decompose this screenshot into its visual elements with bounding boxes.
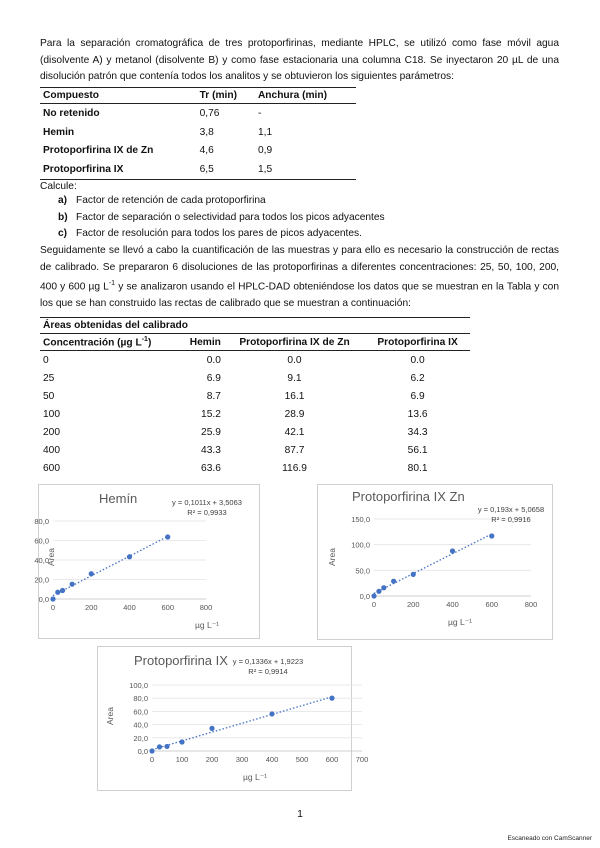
calibration-paragraph [40, 243, 559, 312]
data-point [489, 533, 494, 538]
cell-area: 15.2 [201, 408, 221, 420]
x-tick-label: 400 [265, 755, 279, 764]
data-point [329, 696, 334, 701]
y-tick-label: 100,0 [351, 540, 370, 550]
data-point [165, 534, 170, 539]
y-tick-label: 80,0 [133, 694, 148, 704]
x-tick-label: 200 [205, 755, 219, 764]
data-point [411, 572, 416, 577]
trendline-equation: y = 0,193x + 5,0658 [477, 505, 545, 514]
cell-tr: 0,76 [199, 107, 220, 119]
list-item [58, 210, 385, 227]
cell-area: 87.7 [284, 444, 305, 456]
y-axis-label: Area [105, 707, 115, 725]
cell-concentration: 25 [43, 372, 55, 384]
y-tick-label: 40,0 [34, 556, 49, 565]
cell-area: 80.1 [407, 462, 428, 474]
col-ppix-zn: Protoporfirina IX de Zn [224, 334, 365, 351]
question-text: Factor de separación o selectividad para todos los picos adyacentes [76, 211, 385, 223]
data-point [70, 582, 75, 587]
cell-width: 1,1 [257, 126, 273, 138]
para2-part2: y se analizaron usando el HPLC-DAD obteniéndose los datos que se muestran en la Tabla y con los que se han construido las rectas de calibrado que se muestran a continuación: [40, 281, 559, 309]
data-point [60, 588, 65, 593]
cell-compound: No retenido [43, 107, 100, 119]
data-point [164, 744, 169, 749]
question-letter: c) [58, 228, 68, 239]
trendline-equation: y = 0,1011x + 3,5063 [172, 498, 242, 507]
y-axis-label: Area [46, 548, 56, 566]
cell-concentration: 100 [43, 408, 60, 420]
table-row [40, 441, 470, 459]
data-point [55, 590, 60, 595]
retention-table [40, 87, 356, 180]
r-squared: R² = 0,9914 [248, 667, 288, 676]
data-point [89, 571, 94, 576]
y-tick-label: 0,0 [137, 747, 148, 756]
cell-area: 43.3 [201, 444, 221, 456]
y-tick-label: 80,0 [34, 517, 49, 526]
x-tick-label: 600 [325, 755, 339, 764]
cell-area: 6.9 [410, 390, 425, 402]
y-tick-label: 40,0 [133, 720, 148, 730]
x-tick-label: 0 [149, 755, 155, 764]
col-hemin: Hemin [179, 334, 224, 351]
table-row [40, 423, 470, 441]
col-compuesto: Compuesto [40, 88, 197, 104]
question-text: Factor de resolución para todos los pares de picos adyacentes. [76, 228, 362, 239]
trendline [53, 536, 168, 595]
y-tick-label: 150,0 [351, 515, 370, 524]
question-list [58, 193, 385, 243]
cell-tr: 4,6 [199, 145, 214, 157]
data-point [450, 548, 455, 553]
ppix-zn-chart-svg [318, 485, 552, 639]
hemin-chart [34, 484, 260, 639]
x-axis-label: µg L⁻¹ [447, 617, 473, 627]
ppix-chart-svg [98, 647, 369, 790]
question-text: Factor de retención de cada protoporfirina [76, 195, 266, 206]
para2-part1: Seguidamente se llevó a cabo la cuantificación de las muestras y para ello es necesario la construcción de rectas de calibrado. Se prepararon 6 disoluciones de las protoporfirinas a diferentes concentraciones: 25, 50, 100, 200, 400 y 600 µg L [40, 245, 559, 293]
cell-area: 0.0 [206, 354, 221, 366]
x-tick-label: 700 [355, 755, 369, 764]
page-number: 1 [297, 808, 303, 820]
x-tick-label: 500 [295, 755, 309, 764]
chart-title: Protoporfirina IX [134, 653, 228, 668]
col-concentracion: Concentración (µg $L^{-1}$) [40, 334, 179, 351]
trendline [152, 697, 332, 750]
hemin-chart-svg [34, 485, 259, 638]
y-tick-label: 20,0 [133, 733, 148, 743]
cell-concentration: 400 [43, 444, 60, 456]
y-tick-label: 50,0 [355, 566, 370, 576]
calibration-table [40, 317, 470, 477]
data-point [371, 593, 376, 598]
data-point [209, 726, 214, 731]
cell-area: 6.9 [206, 372, 221, 384]
cell-compound: Protoporfirina IX de Zn [43, 145, 154, 157]
intro-paragraph: Para la separación cromatográfica de tres protoporfirinas, mediante HPLC, se utilizó como fase móvil agua (disolvente A) y metanol (disolvente B) y como fase estacionaria una columna C18. Se inyectaron 20 µL de una disolución patrón que contenía todos los analitos y se obtuvieron los siguientes parámetros: [40, 38, 559, 82]
table-row [40, 459, 470, 477]
cell-area: 28.9 [284, 408, 305, 420]
ppix-zn-chart [317, 484, 553, 640]
trendline-equation: y = 0,1336x + 1,9223 [232, 657, 304, 666]
cell-width: 0,9 [257, 145, 273, 157]
ppix-chart [97, 646, 369, 791]
chart-title: Hemín [99, 491, 138, 506]
cell-compound: Hemin [43, 126, 75, 138]
para2-sup: -1 [108, 280, 116, 287]
table-row [40, 369, 470, 387]
cell-concentration: 200 [43, 426, 60, 438]
x-tick-label: 400 [446, 600, 459, 609]
x-tick-label: 0 [50, 603, 56, 612]
question-letter: b) [58, 211, 68, 223]
r-squared: R² = 0,9933 [187, 508, 227, 517]
cell-area: 63.6 [201, 462, 221, 474]
y-tick-label: 100,0 [129, 681, 148, 690]
y-tick-label: 60,0 [133, 707, 148, 717]
x-axis-label: µg L⁻¹ [242, 772, 268, 782]
cell-width: 1,5 [255, 160, 356, 179]
chart-title: Protoporfirina IX Zn [352, 489, 465, 504]
table-row [40, 123, 356, 142]
list-item [58, 193, 385, 210]
cell-concentration: 50 [43, 390, 55, 402]
cell-area: 116.9 [282, 462, 307, 474]
question-letter: a) [58, 195, 68, 206]
cell-compound: Protoporfirina IX [40, 160, 197, 179]
y-axis-label: Area [327, 548, 337, 566]
cell-concentration: 0 [43, 354, 49, 366]
cell-area: 13.6 [407, 408, 428, 420]
cell-area: 9.1 [287, 372, 302, 384]
data-point [179, 739, 184, 744]
cell-area: 56.1 [407, 444, 428, 456]
cell-width: - [257, 107, 262, 119]
col-tr: Tr (min) [197, 88, 255, 104]
x-axis-label: µg L⁻¹ [194, 620, 220, 630]
x-tick-label: 200 [84, 603, 98, 612]
data-point [149, 748, 154, 753]
x-tick-label: 800 [199, 603, 213, 612]
table-row [40, 160, 356, 179]
table-row [40, 405, 470, 423]
table-row [40, 142, 356, 161]
cell-area: 25.9 [201, 426, 221, 438]
cell-area: 34.3 [407, 426, 428, 438]
col-ppix: Protoporfirina IX [365, 334, 470, 351]
scanner-watermark: Escaneado con CamScanner [507, 835, 592, 842]
trendline [374, 534, 492, 593]
x-tick-label: 600 [485, 600, 499, 609]
data-point [157, 744, 162, 749]
y-tick-label: 20,0 [34, 575, 49, 585]
cell-tr: 3,8 [199, 126, 214, 138]
col-anchura: Anchura (min) [255, 88, 356, 104]
cell-area: 42.1 [284, 426, 305, 438]
table-row [40, 351, 470, 370]
data-point [376, 589, 381, 594]
data-point [269, 711, 274, 716]
x-tick-label: 600 [161, 603, 175, 612]
cell-tr: 6,5 [197, 160, 255, 179]
x-tick-label: 400 [123, 603, 136, 612]
y-tick-label: 0,0 [38, 595, 49, 604]
r-squared: R² = 0,9916 [491, 515, 531, 524]
data-point [50, 596, 55, 601]
y-tick-label: 0,0 [359, 592, 370, 601]
cell-concentration: 600 [43, 462, 60, 474]
x-tick-label: 100 [175, 755, 189, 764]
table-row [40, 387, 470, 405]
x-tick-label: 200 [406, 600, 420, 609]
cell-area: 16.1 [284, 390, 305, 402]
data-point [381, 585, 386, 590]
cell-area: 6.2 [410, 372, 425, 384]
cell-area: 8.7 [206, 390, 221, 402]
data-point [391, 579, 396, 584]
x-tick-label: 800 [524, 600, 538, 609]
cell-area: 0.0 [287, 354, 302, 366]
cell-area: 0.0 [410, 354, 425, 366]
x-tick-label: 0 [371, 600, 377, 609]
list-item [58, 226, 385, 243]
y-tick-label: 60,0 [34, 536, 49, 546]
calcule-label: Calcule: [40, 181, 77, 192]
table-caption: Áreas obtenidas del calibrado [40, 318, 470, 334]
x-tick-label: 300 [235, 755, 249, 764]
data-point [127, 554, 132, 559]
table-row [40, 104, 356, 123]
